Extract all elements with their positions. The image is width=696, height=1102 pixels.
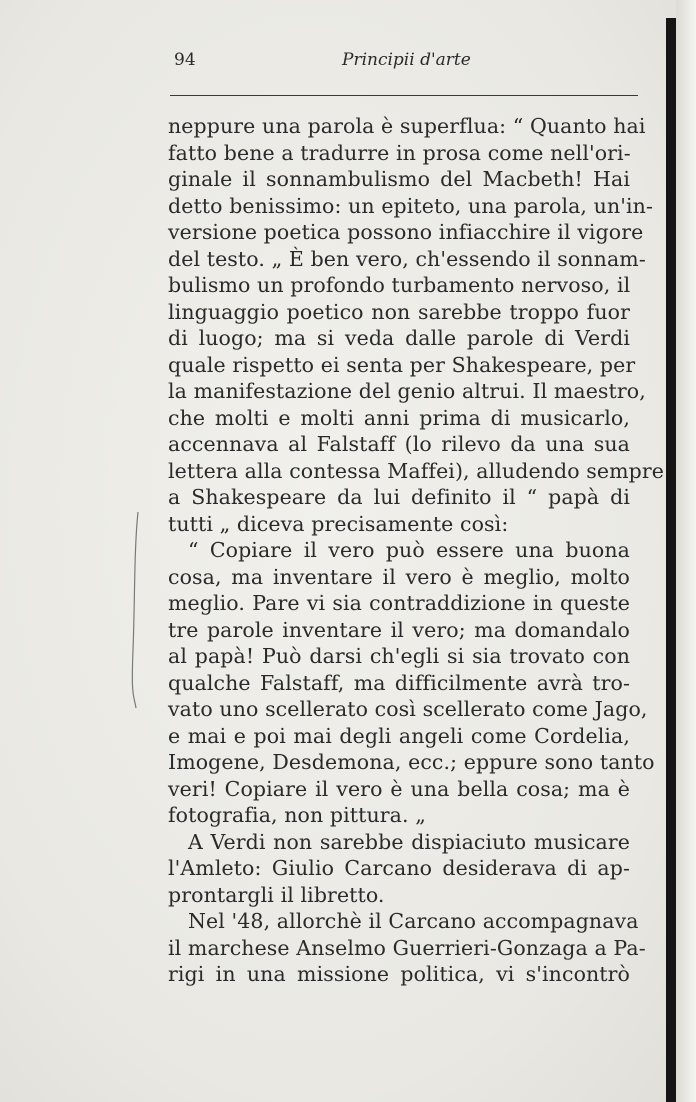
- text-line: Nel '48, allorchè il Carcano accompagnava: [188, 909, 639, 933]
- text-line: veri! Copiare il vero è una bella cosa; ma è: [168, 776, 630, 801]
- text-line: “ Copiare il vero può essere una buona: [188, 538, 630, 562]
- text-line: il marchese Anselmo Guerrieri-Gonzaga a Pa-: [168, 935, 646, 960]
- text-line: al papà! Può darsi ch'egli si sia trovato con: [168, 644, 630, 668]
- text-line: vato uno scellerato così scellerato come Jago,: [168, 697, 648, 721]
- text-line: fotografia, non pittura. „: [168, 803, 426, 827]
- text-line: accennava al Falstaff (lo rilevo da una sua: [168, 432, 630, 456]
- running-title: Principii d'arte: [342, 50, 471, 70]
- body-text: [168, 113, 665, 988]
- text-line: a Shakespeare da lui definito il “ papà di: [168, 485, 630, 509]
- text-line: quale rispetto ei senta per Shakespeare, per: [168, 352, 636, 377]
- text-line: Imogene, Desdemona, ecc.; eppure sono tanto: [168, 750, 655, 774]
- text-line: A Verdi non sarebbe dispiaciuto musicare: [188, 829, 630, 854]
- text-line: di luogo; ma si veda dalle parole di Verdi: [168, 326, 630, 350]
- text-line: cosa, ma inventare il vero è meglio, molto: [168, 564, 630, 589]
- text-line: che molti e molti anni prima di musicarlo,: [168, 405, 630, 430]
- text-line: ginale il sonnambulismo del Macbeth! Hai: [168, 167, 630, 191]
- page-edge: [676, 0, 696, 1102]
- text-line: l'Amleto: Giulio Carcano desiderava di ap-: [168, 856, 630, 880]
- text-line: fatto bene a tradurre in prosa come nell'ori-: [168, 140, 631, 165]
- text-line: versione poetica possono infiacchire il vigore: [168, 220, 644, 244]
- text-line: neppure una parola è superflua: “ Quanto hai: [168, 114, 646, 138]
- text-line: qualche Falstaff, ma difficilmente avrà tro-: [168, 670, 630, 695]
- text-line: prontargli il libretto.: [168, 882, 385, 907]
- pencil-margin-mark: [130, 510, 142, 710]
- text-line: linguaggio poetico non sarebbe troppo fuor: [168, 299, 630, 324]
- page-header: [168, 48, 638, 76]
- book-spine-shadow: [666, 18, 676, 1102]
- page-number: 94: [174, 50, 196, 70]
- text-line: la manifestazione del genio altrui. Il maestro,: [168, 379, 646, 403]
- header-rule: [170, 95, 638, 96]
- text-line: bulismo un profondo turbamento nervoso, il: [168, 273, 631, 297]
- text-line: tutti „ diceva precisamente così:: [168, 511, 509, 536]
- text-line: del testo. „ È ben vero, ch'essendo il sonnam-: [168, 246, 646, 271]
- text-line: lettera alla contessa Maffei), alludendo sempre: [168, 458, 665, 483]
- text-line: meglio. Pare vi sia contraddizione in queste: [168, 591, 630, 615]
- text-line: tre parole inventare il vero; ma domandalo: [168, 617, 630, 642]
- text-line: rigi in una missione politica, vi s'incontrò: [168, 962, 630, 986]
- text-line: detto benissimo: un epiteto, una parola, un'in-: [168, 193, 653, 218]
- text-line: e mai e poi mai degli angeli come Cordelia,: [168, 723, 630, 748]
